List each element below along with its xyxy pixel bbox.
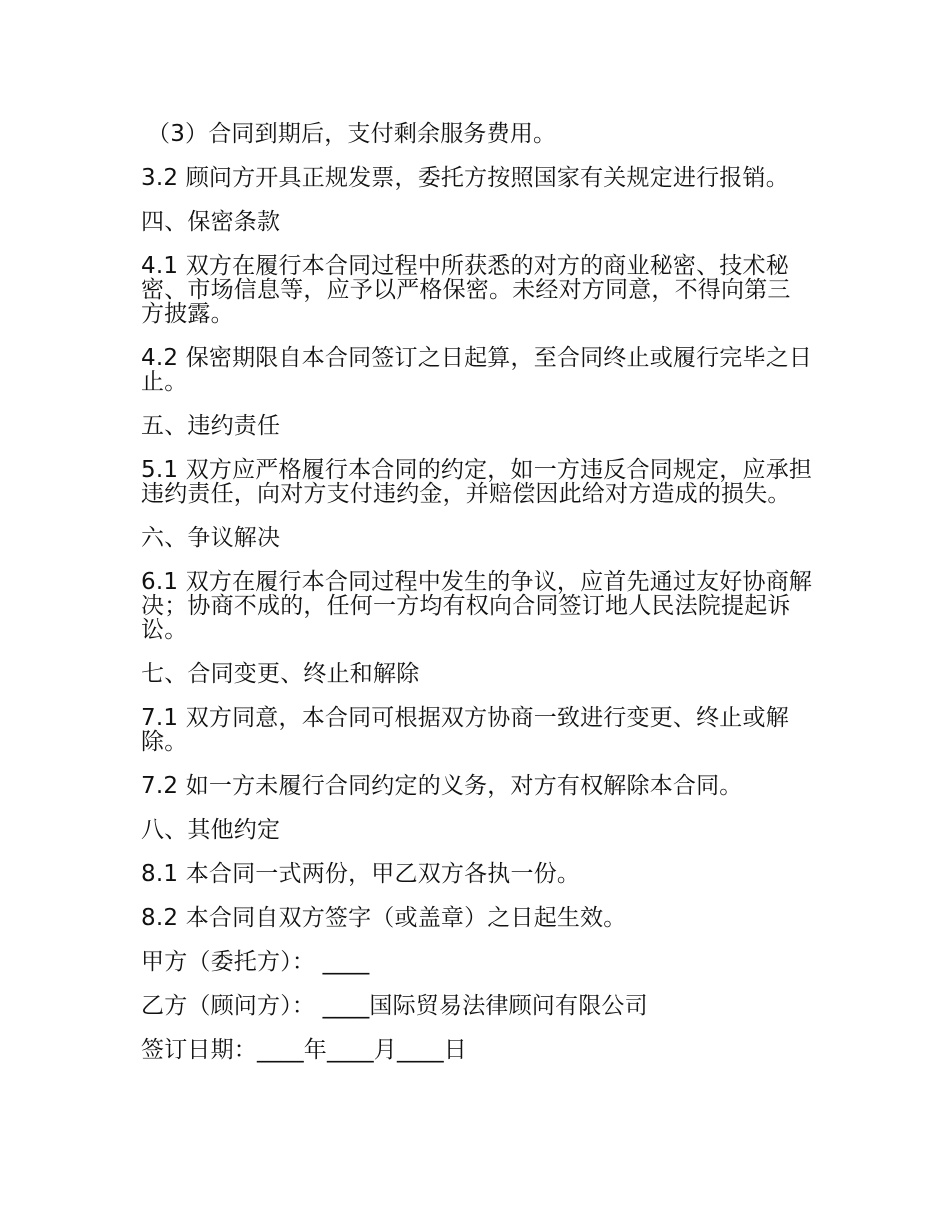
clause-4-2-confidentiality-period: 4.2 保密期限自本合同签订之日起算，至合同终止或履行完毕之日止。: [141, 345, 813, 395]
clause-4-1-confidentiality: 4.1 双方在履行本合同过程中所获悉的对方的商业秘密、技术秘密、市场信息等，应予以严格保密。未经对方同意，不得向第三方披露。: [141, 253, 791, 327]
section-heading-dispute: 六、争议解决: [141, 525, 281, 551]
party-b-signature-line: 乙方（顾问方）： ____国际贸易法律顾问有限公司: [141, 993, 648, 1019]
clause-3-2-invoice: 3.2 顾问方开具正规发票，委托方按照国家有关规定进行报销。: [141, 165, 789, 191]
clause-8-1-copies: 8.1 本合同一式两份，甲乙双方各执一份。: [141, 861, 581, 887]
section-heading-confidentiality: 四、保密条款: [141, 209, 281, 235]
clause-6-1-dispute: 6.1 双方在履行本合同过程中发生的争议，应首先通过友好协商解决；协商不成的，任何一方均有权向合同签订地人民法院提起诉讼。: [141, 569, 813, 643]
clause-8-2-effective: 8.2 本合同自双方签字（或盖章）之日起生效。: [141, 905, 627, 931]
section-heading-liability: 五、违约责任: [141, 413, 281, 439]
clause-7-2-termination: 7.2 如一方未履行合同约定的义务，对方有权解除本合同。: [141, 773, 743, 799]
clause-7-1-change: 7.1 双方同意，本合同可根据双方协商一致进行变更、终止或解除。: [141, 705, 789, 755]
party-a-signature-line: 甲方（委托方）： ____: [141, 949, 370, 975]
signing-date-line: 签订日期：____年____月____日: [141, 1037, 467, 1063]
payment-item-3: （3）合同到期后，支付剩余服务费用。: [147, 121, 557, 147]
section-heading-change-termination: 七、合同变更、终止和解除: [141, 661, 420, 687]
clause-5-1-breach: 5.1 双方应严格履行本合同的约定，如一方违反合同规定，应承担违约责任，向对方支付违约金，并赔偿因此给对方造成的损失。: [141, 457, 813, 507]
contract-page: [141, 122, 813, 1062]
section-heading-other: 八、其他约定: [141, 817, 281, 843]
